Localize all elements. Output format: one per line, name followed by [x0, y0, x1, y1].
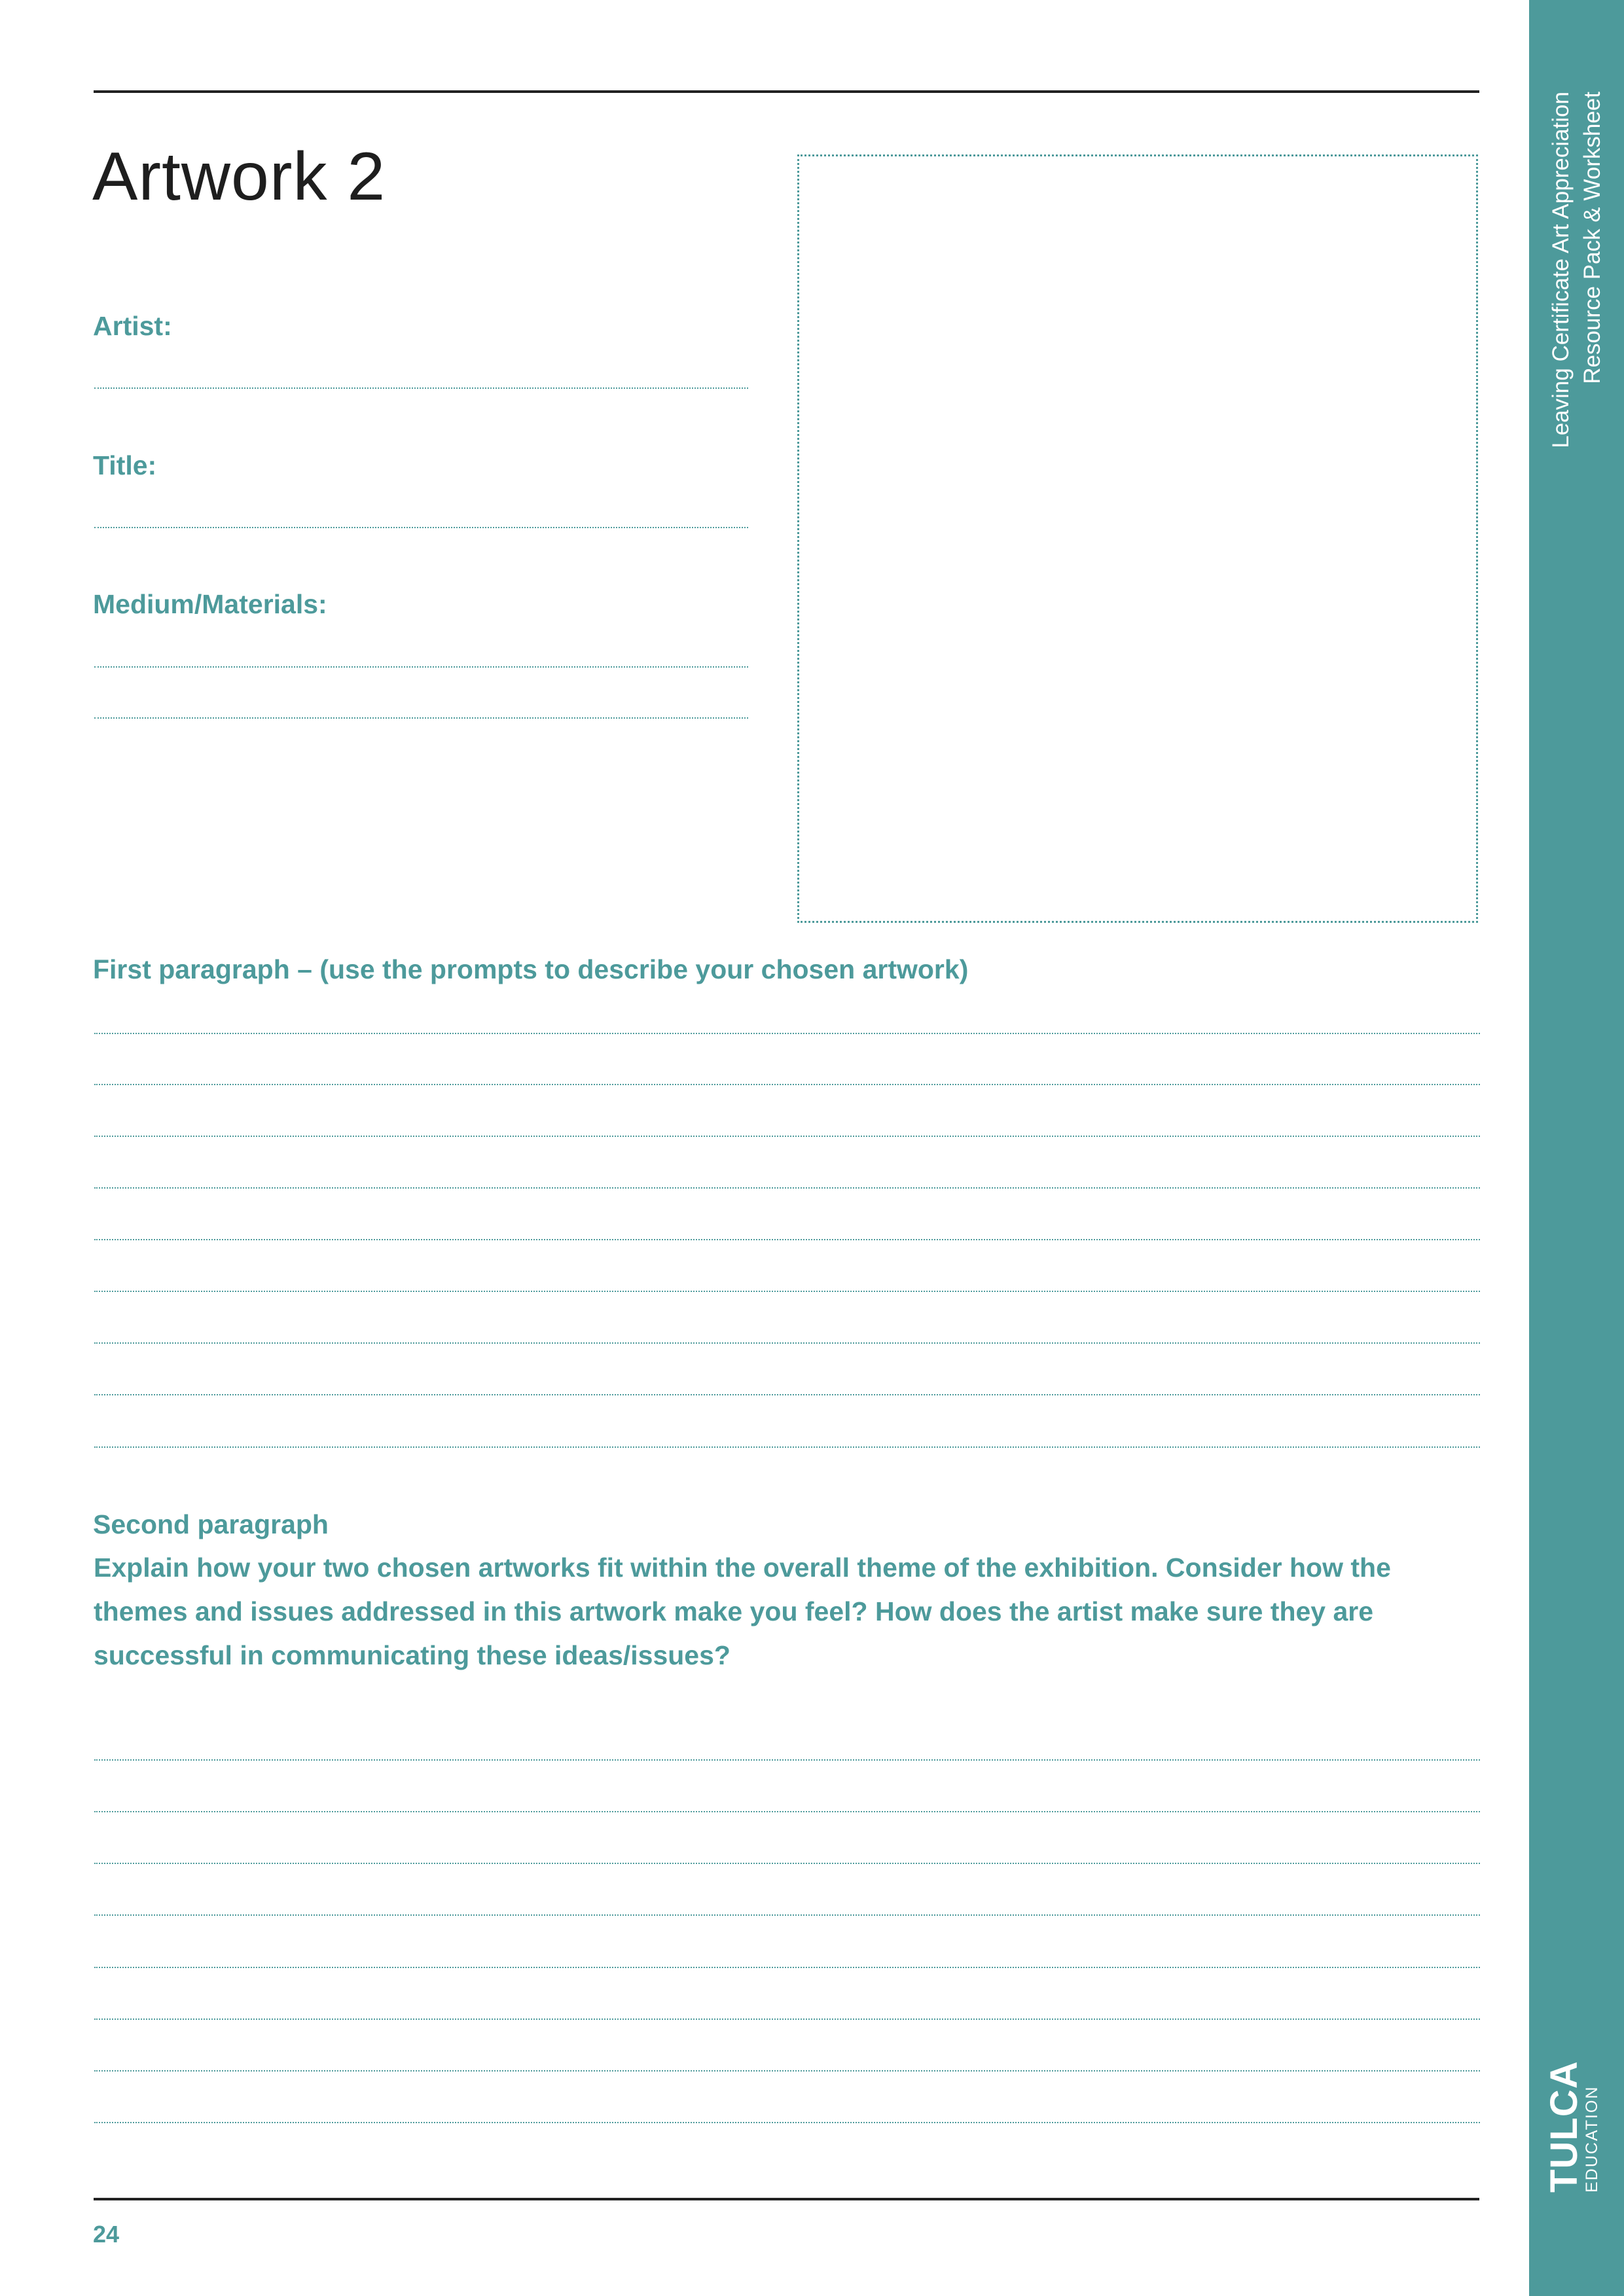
- bottom-rule: [94, 2198, 1479, 2200]
- medium-answer-line[interactable]: [94, 717, 748, 719]
- first-paragraph-heading: First paragraph – (use the prompts to describe your chosen artwork): [93, 954, 969, 984]
- page-title: Artwork 2: [92, 139, 386, 215]
- writing-line[interactable]: [94, 1187, 1480, 1189]
- artist-answer-line[interactable]: [94, 387, 748, 389]
- tulca-logo: [1543, 2060, 1605, 2193]
- page-number: 24: [93, 2221, 120, 2248]
- sidebar-title: [1545, 92, 1611, 458]
- writing-line[interactable]: [94, 1136, 1480, 1137]
- logo-sub-text: EDUCATION: [1583, 2085, 1601, 2193]
- writing-line[interactable]: [94, 1811, 1480, 1812]
- logo-main-text: TULCA: [1543, 2060, 1585, 2193]
- writing-line[interactable]: [94, 1084, 1480, 1085]
- writing-line[interactable]: [94, 2122, 1480, 2123]
- medium-answer-line[interactable]: [94, 666, 748, 668]
- artwork-image-box[interactable]: [797, 154, 1478, 923]
- writing-line[interactable]: [94, 1914, 1480, 1916]
- sidebar-title-line-1: Leaving Certificate Art Appreciation: [1548, 92, 1574, 448]
- top-rule: [94, 90, 1479, 93]
- title-answer-line[interactable]: [94, 527, 748, 528]
- title-label: Title:: [93, 450, 157, 480]
- writing-line[interactable]: [94, 1033, 1480, 1034]
- writing-line[interactable]: [94, 1239, 1480, 1240]
- second-paragraph-heading: Second paragraph: [93, 1509, 329, 1539]
- artist-label: Artist:: [93, 311, 172, 341]
- medium-label: Medium/Materials:: [93, 589, 327, 619]
- writing-line[interactable]: [94, 1863, 1480, 1864]
- writing-line[interactable]: [94, 1342, 1480, 1344]
- writing-line[interactable]: [94, 2070, 1480, 2072]
- writing-line[interactable]: [94, 1967, 1480, 1968]
- writing-line[interactable]: [94, 2018, 1480, 2020]
- writing-line[interactable]: [94, 1759, 1480, 1761]
- writing-line[interactable]: [94, 1446, 1480, 1448]
- second-paragraph-prompt: Explain how your two chosen artworks fit within the overall theme of the exhibition. Consider how the themes and issues addressed in this artwork make you feel? How does the artist make sure they are successful in communicating these ideas/issues?: [94, 1552, 1391, 1670]
- writing-line[interactable]: [94, 1394, 1480, 1395]
- writing-line[interactable]: [94, 1291, 1480, 1292]
- sidebar-title-line-2: Resource Pack & Worksheet: [1579, 92, 1605, 384]
